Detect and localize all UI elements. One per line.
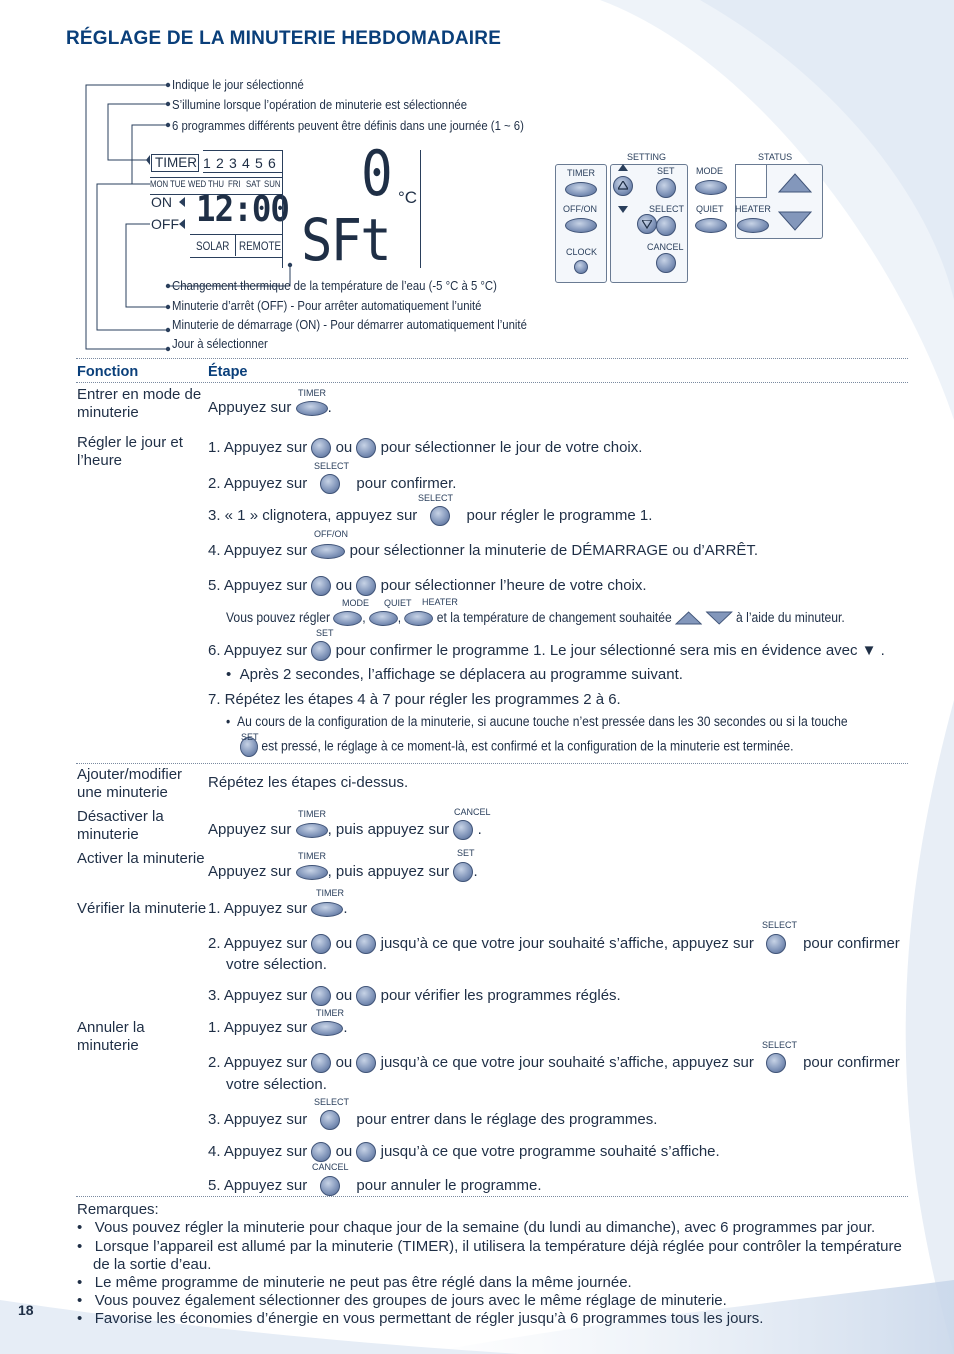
- heater-button-icon: [405, 611, 434, 626]
- step-7-bullet-1: • Au cours de la configuration de la minuterie, si aucune touche n’est pressée dans les 30 secondes ou si la touche: [226, 714, 848, 729]
- timer-button-icon: [311, 1021, 343, 1036]
- setting-down-caret-icon: [618, 206, 628, 214]
- step-cancel-4: 4. Appuyez sur ou jusqu’à ce que votre programme souhaité s’affiche.: [208, 1142, 720, 1162]
- step-cancel-5: 5. Appuyez sur pour annuler le programme.: [208, 1176, 542, 1196]
- step-check-3: 3. Appuyez sur ou pour vérifier les programmes réglés.: [208, 986, 621, 1006]
- remote-clock-label: CLOCK: [566, 247, 598, 257]
- select-button-icon: [320, 474, 340, 494]
- fn-check: Vérifier la minuterie: [77, 900, 207, 917]
- lcd-day-wed: WED: [188, 179, 207, 190]
- cap-select-2: SELECT: [418, 493, 454, 503]
- callout-day-select: Jour à sélectionner: [172, 336, 268, 351]
- callout-shift: Changement thermique de la température de l’eau (-5 °C à 5 °C): [172, 278, 497, 293]
- up-button-icon: [311, 1142, 331, 1162]
- down-button-icon: [356, 934, 376, 954]
- offon-button-icon: [311, 544, 345, 559]
- remark-2: • Lorsque l’appareil est allumé par la minuterie (TIMER), il utilisera la température déjà réglée pour contrôler la température: [77, 1238, 902, 1255]
- cap-timer: TIMER: [298, 388, 326, 398]
- lcd-timer-label: TIMER: [155, 155, 197, 170]
- lcd-day-sun: SUN: [264, 179, 281, 190]
- fn-disable: Désactiver la minuterie: [77, 808, 164, 843]
- fn-set-day: Régler le jour et l’heure: [77, 434, 183, 469]
- lcd-solar: SOLAR: [196, 239, 230, 253]
- step-7-bullet-2: est pressé, le réglage à ce moment-là, est confirmé et la configuration de la minuterie est terminée.: [240, 737, 794, 757]
- remote-mode-button[interactable]: [695, 180, 727, 195]
- setting-up-caret-icon: [618, 164, 628, 172]
- step-5-note: Vous pouvez régler , , et la température de changement souhaitée à l’aide du minuteur.: [226, 610, 845, 625]
- remote-quiet-label: QUIET: [696, 204, 724, 214]
- lcd-on-label: ON: [151, 194, 172, 210]
- remote-offon-button[interactable]: [565, 218, 597, 233]
- cap-set-2: SET: [241, 732, 259, 742]
- remote-set-button[interactable]: [656, 178, 676, 198]
- cap-timer-5: TIMER: [316, 1008, 344, 1018]
- up-button-icon: [311, 934, 331, 954]
- fn-add: Ajouter/modifier une minuterie: [77, 766, 183, 801]
- step-check-2: 2. Appuyez sur ou jusqu’à ce que votre jour souhaité s’affiche, appuyez sur pour confirmer: [208, 934, 900, 954]
- down-button-icon: [356, 438, 376, 458]
- status-up-triangle-icon[interactable]: [777, 172, 813, 194]
- step-check-1: 1. Appuyez sur .: [208, 900, 348, 917]
- remote-setting-label: SETTING: [627, 152, 667, 162]
- set-button-icon: [453, 862, 473, 882]
- step-2-confirm: 2. Appuyez sur pour confirmer.: [208, 474, 456, 494]
- cap-select-3: SELECT: [762, 920, 798, 930]
- lcd-off-label: OFF: [151, 216, 179, 232]
- step-6-confirm-program: 6. Appuyez sur pour confirmer le programme 1. Le jour sélectionné sera mis en évidence avec ▼ .: [208, 641, 885, 661]
- remote-offon-label: OFF/ON: [563, 204, 597, 214]
- cap-select-4: SELECT: [762, 1040, 798, 1050]
- cap-timer-2: TIMER: [298, 809, 326, 819]
- remote-heater-label: HEATER: [735, 204, 771, 214]
- select-button-icon: [766, 1053, 786, 1073]
- lcd-sft: SFt: [301, 206, 390, 274]
- cancel-button-icon: [453, 820, 473, 840]
- cap-mode: MODE: [342, 598, 369, 608]
- lcd-remote: REMOTE: [239, 239, 282, 253]
- down-button-icon: [356, 576, 376, 596]
- step-repeat: Répétez les étapes ci-dessus.: [208, 774, 409, 791]
- step-cancel-3: 3. Appuyez sur pour entrer dans le réglage des programmes.: [208, 1110, 657, 1130]
- step-7-repeat: 7. Répétez les étapes 4 à 7 pour régler les programmes 2 à 6.: [208, 691, 621, 708]
- step-cancel-2: 2. Appuyez sur ou jusqu’à ce que votre jour souhaité s’affiche, appuyez sur pour confirmer: [208, 1053, 900, 1073]
- col-step-header: Étape: [208, 364, 248, 380]
- down-button-icon: [356, 1142, 376, 1162]
- cap-cancel-2: CANCEL: [312, 1162, 349, 1172]
- step-1-select-day: 1. Appuyez sur ou pour sélectionner le jour de votre choix.: [208, 438, 642, 458]
- lcd-prog-6: 6: [268, 155, 276, 171]
- cap-select-1: SELECT: [314, 461, 350, 471]
- lcd-day-sat: SAT: [246, 179, 261, 190]
- remote-up-button[interactable]: [613, 176, 633, 196]
- off-arrow-icon: [178, 219, 186, 229]
- cap-set-1: SET: [316, 628, 334, 638]
- callout-day-indicator: Indique le jour sélectionné: [172, 77, 304, 92]
- lcd-prog-5: 5: [255, 155, 263, 171]
- step-check-2b: votre sélection.: [226, 956, 327, 973]
- remote-clock-button[interactable]: [574, 260, 588, 274]
- step-4-onoff: 4. Appuyez sur pour sélectionner la minuterie de DÉMARRAGE ou d’ARRÊT.: [208, 542, 759, 559]
- select-button-icon: [430, 506, 450, 526]
- remark-2-cont: de la sortie d’eau.: [93, 1256, 212, 1273]
- quiet-button-icon: [369, 611, 398, 626]
- fn-enter: Entrer en mode de minuterie: [77, 386, 202, 421]
- fn-cancel: Annuler la minuterie: [77, 1019, 145, 1054]
- remote-timer-label: TIMER: [567, 168, 595, 178]
- col-function-header: Fonction: [77, 364, 139, 380]
- cap-offon: OFF/ON: [314, 529, 348, 539]
- remote-cancel-button[interactable]: [656, 253, 676, 273]
- cap-set-3: SET: [457, 848, 475, 858]
- step-6-bullet: • Après 2 secondes, l’affichage se déplacera au programme suivant.: [226, 666, 683, 683]
- remote-cancel-label: CANCEL: [647, 242, 684, 252]
- timer-button-icon: [296, 865, 328, 880]
- callout-timer-lights: S’illumine lorsque l’opération de minuterie est sélectionnée: [172, 97, 468, 112]
- step-enter: Appuyez sur .: [208, 399, 332, 416]
- cap-quiet: QUIET: [384, 598, 412, 608]
- timer-button-icon: [311, 902, 343, 917]
- on-arrow-icon: [178, 197, 186, 207]
- lcd-day-tue: TUE: [170, 179, 186, 190]
- remote-status-label: STATUS: [758, 152, 793, 162]
- lcd-prog-1: 1: [203, 155, 211, 171]
- remote-quiet-button[interactable]: [695, 218, 727, 233]
- down-arrow-icon: [642, 220, 652, 229]
- remark-4: • Vous pouvez également sélectionner des groupes de jours avec le même réglage de minuterie.: [77, 1292, 727, 1309]
- step-3-program: 3. « 1 » clignotera, appuyez sur pour régler le programme 1.: [208, 506, 652, 526]
- step-enable: Appuyez sur , puis appuyez sur .: [208, 862, 478, 882]
- lcd-day-thu: THU: [208, 179, 225, 190]
- mode-button-icon: [333, 611, 362, 626]
- remark-5: • Favorise les économies d’énergie en vous permettant de régler jusqu’à 6 programmes tous les jours.: [77, 1310, 764, 1327]
- cap-timer-4: TIMER: [316, 888, 344, 898]
- lcd-prog-3: 3: [229, 155, 237, 171]
- remark-1: • Vous pouvez régler la minuterie pour chaque jour de la semaine (du lundi au dimanche), avec 6 programmes par jour.: [77, 1219, 876, 1236]
- page-number: 18: [18, 1302, 34, 1318]
- lcd-time: 12:00: [196, 189, 290, 230]
- select-button-icon: [766, 934, 786, 954]
- callout-on-timer: Minuterie de démarrage (ON) - Pour démarrer automatiquement l’unité: [172, 317, 527, 332]
- status-down-triangle-icon[interactable]: [777, 210, 813, 232]
- down-button-icon: [356, 986, 376, 1006]
- up-button-icon: [311, 986, 331, 1006]
- lcd-day-mon: MON: [150, 179, 169, 190]
- lcd-celsius: °C: [398, 188, 418, 207]
- lcd-big-digit: 0: [361, 137, 393, 210]
- set-button-icon: [311, 641, 331, 661]
- step-cancel-2b: votre sélection.: [226, 1076, 327, 1093]
- timer-button-icon: [296, 401, 328, 416]
- remote-select-label: SELECT: [649, 204, 685, 214]
- page-title: RÉGLAGE DE LA MINUTERIE HEBDOMADAIRE: [66, 28, 502, 49]
- down-button-icon: [356, 1053, 376, 1073]
- remote-heater-button[interactable]: [737, 218, 769, 233]
- down-triangle-icon: [706, 611, 733, 625]
- remote-mode-label: MODE: [696, 166, 723, 176]
- cap-heater: HEATER: [422, 597, 458, 607]
- lcd-prog-4: 4: [242, 155, 250, 171]
- lcd-prog-2: 2: [216, 155, 224, 171]
- up-triangle-icon: [675, 611, 702, 625]
- remote-set-label: SET: [657, 166, 675, 176]
- callout-six-programs: 6 programmes différents peuvent être définis dans une journée (1 ~ 6): [172, 118, 524, 133]
- remarks-title: Remarques:: [77, 1201, 159, 1218]
- callout-off-timer: Minuterie d’arrêt (OFF) - Pour arrêter automatiquement l’unité: [172, 298, 482, 313]
- remote-panel: [555, 150, 827, 285]
- cap-timer-3: TIMER: [298, 851, 326, 861]
- remote-timer-button[interactable]: [565, 182, 597, 197]
- lcd-display: [146, 137, 422, 274]
- fn-enable: Activer la minuterie: [77, 850, 205, 867]
- cap-select-5: SELECT: [314, 1097, 350, 1107]
- select-button-icon: [320, 1110, 340, 1130]
- up-button-icon: [311, 438, 331, 458]
- cancel-button-icon: [320, 1176, 340, 1196]
- step-cancel-1: 1. Appuyez sur .: [208, 1019, 348, 1036]
- step-5-time: 5. Appuyez sur ou pour sélectionner l’heure de votre choix.: [208, 576, 647, 596]
- remote-select-button[interactable]: [656, 216, 676, 236]
- up-button-icon: [311, 1053, 331, 1073]
- timer-button-icon: [296, 823, 328, 838]
- step-disable: Appuyez sur , puis appuyez sur .: [208, 820, 482, 840]
- up-button-icon: [311, 576, 331, 596]
- lcd-day-fri: FRI: [228, 179, 241, 190]
- up-arrow-icon: [618, 181, 628, 190]
- remark-3: • Le même programme de minuterie ne peut pas être réglé dans la même journée.: [77, 1274, 632, 1291]
- cap-cancel-1: CANCEL: [454, 807, 491, 817]
